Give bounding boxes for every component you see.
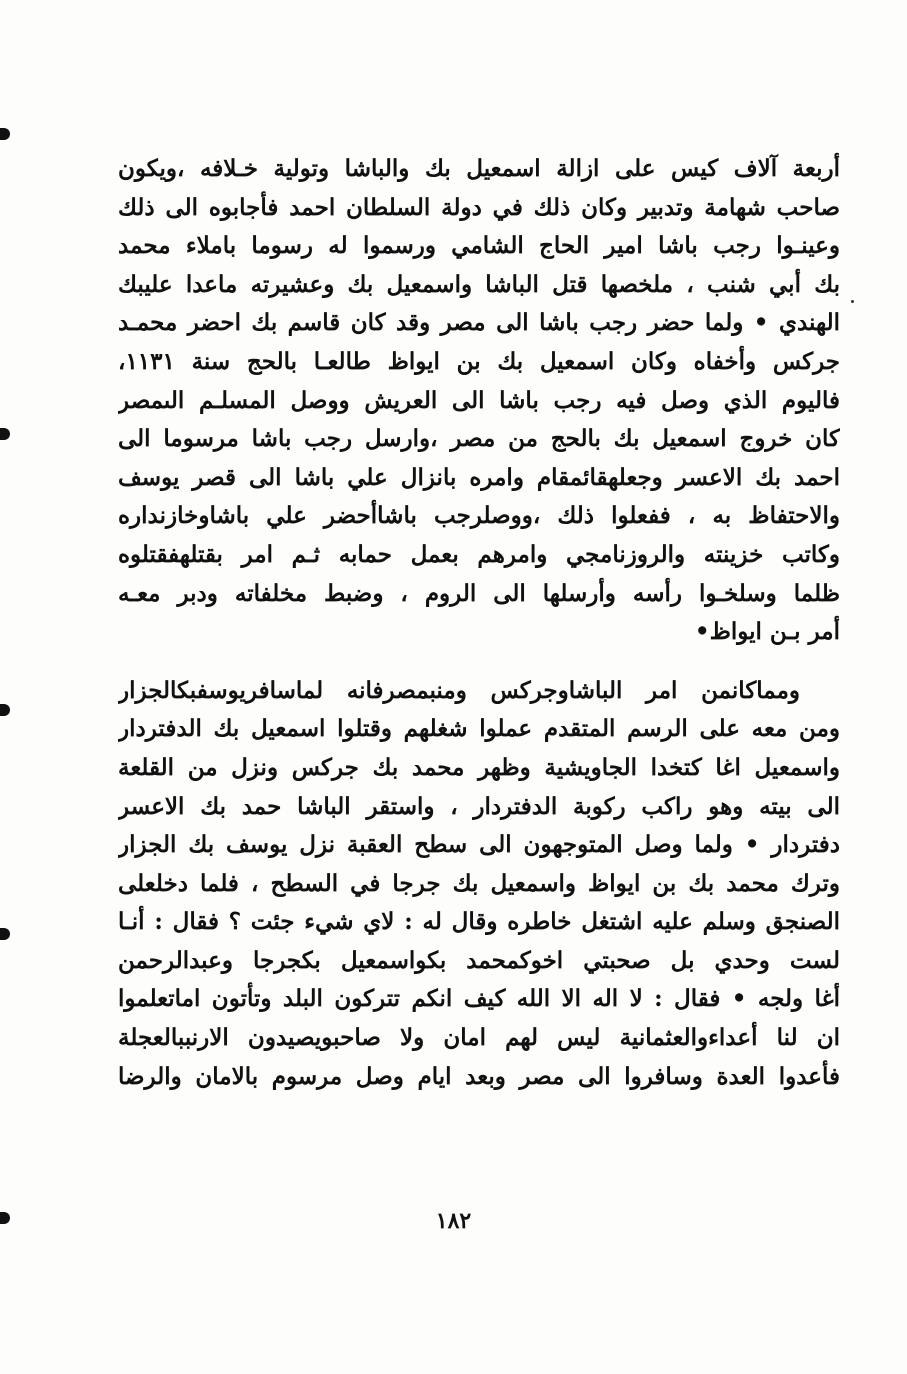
text-line: لست وحدي بل صحبتي اخوكمحمد بكواسمعيل بكجرجا وعبدالرحمن — [118, 946, 840, 974]
text-line: أمر بـن ايواظ• — [694, 618, 840, 646]
text-line: كان خروج اسمعيل بك بالحج من مصر ،وارسل رجب باشا مرسوما الى — [118, 425, 840, 453]
edge-mark — [0, 428, 10, 440]
text-line: وكاتب خزينته والروزنامجي وامرهم بعمل حمابه ثـم امر بقتلهفقتلوه — [118, 540, 840, 568]
text-line: والاحتفاظ به ، ففعلوا ذلك ،ووصلرجب باشاأحضر علي باشاوخازنداره — [118, 502, 840, 530]
text-line: ومن معه على الرسم المتقدم عملوا شغلهم وقتلوا اسمعيل بك الدفتردار — [118, 715, 840, 743]
text-line: صاحب شهامة وتدبير وكان ذلك في دولة السلطان احمد فأجابوه الى ذلك — [118, 193, 840, 221]
body-text — [118, 150, 840, 1096]
text-line: أربعة آلاف كيس على ازالة اسمعيل بك والباشا وتولية خـلافه ،ويكون — [118, 155, 840, 182]
paragraph-1 — [118, 150, 840, 652]
text-line: ومماكانمن امر الباشاوجركس ومنبمصرفانه لماسافريوسفبكالجزار — [118, 676, 800, 704]
edge-mark — [0, 704, 10, 716]
text-line: جركس وأخفاه وكان اسمعيل بك بن ايواظ طالعـا بالحج سنة ١١٣١، — [118, 347, 840, 375]
text-line: أغا ولجه • فقال : لا اله الا الله كيف انكم تتركون البلد وتأتون اماتعلموا — [118, 985, 840, 1013]
text-line: فاليوم الذي وصل فيه رجب باشا الى العريش ووصل المسلـم الىمصر — [118, 386, 840, 414]
paragraph-2 — [118, 672, 840, 1097]
edge-mark — [0, 128, 10, 140]
text-line: وترك محمد بك بن ايواظ واسمعيل بك جرجا في السطح ، فلما دخلعلى — [118, 869, 840, 897]
page-number: ١٨٢ — [435, 1208, 472, 1234]
text-line: دفتردار • ولما وصل المتوجهون الى سطح العقبة نزل يوسف بك الجزار — [118, 831, 840, 859]
text-line: الصنجق وسلم عليه اشتغل خاطره وقال له : لاي شيء جئت ؟ فقال : أنـا — [118, 908, 840, 936]
text-line: وعينـوا رجب باشا امير الحاج الشامي ورسموا له رسوما باملاء محمد — [118, 232, 840, 260]
text-line: احمد بك الاعسر وجعلهقائمقام وامره بانزال علي باشا الى قصر يوسف — [118, 463, 840, 491]
text-line: واسمعيل اغا كتخدا الجاويشية وظهر محمد بك جركس ونزل من القلعة — [118, 753, 840, 781]
text-line: الهندي • ولما حضر رجب باشا الى مصر وقد كان قاسم بك احضر محمـد — [118, 309, 840, 337]
text-line: ان لنا أعداءوالعثمانية ليس لهم امان ولا صاحبويصيدون الارنببالعجلة — [118, 1024, 840, 1052]
text-line: الى بيته وهو راكب ركوبة الدفتردار ، واستقر الباشا حمد بك الاعسر — [118, 792, 840, 820]
text-line: فأعدوا العدة وسافروا الى مصر وبعد ايام وصل مرسوم بالامان والرضا — [118, 1062, 840, 1090]
edge-mark — [0, 928, 10, 940]
text-line: بك أبي شنب ، ملخصها قتل الباشا واسمعيل بك وعشيرته ماعدا عليبك — [118, 270, 840, 298]
text-line: ظلما وسلخـوا رأسه وأرسلها الى الروم ، وضبط مخلفاته ودبر معـه — [118, 579, 840, 607]
speck — [851, 300, 854, 303]
